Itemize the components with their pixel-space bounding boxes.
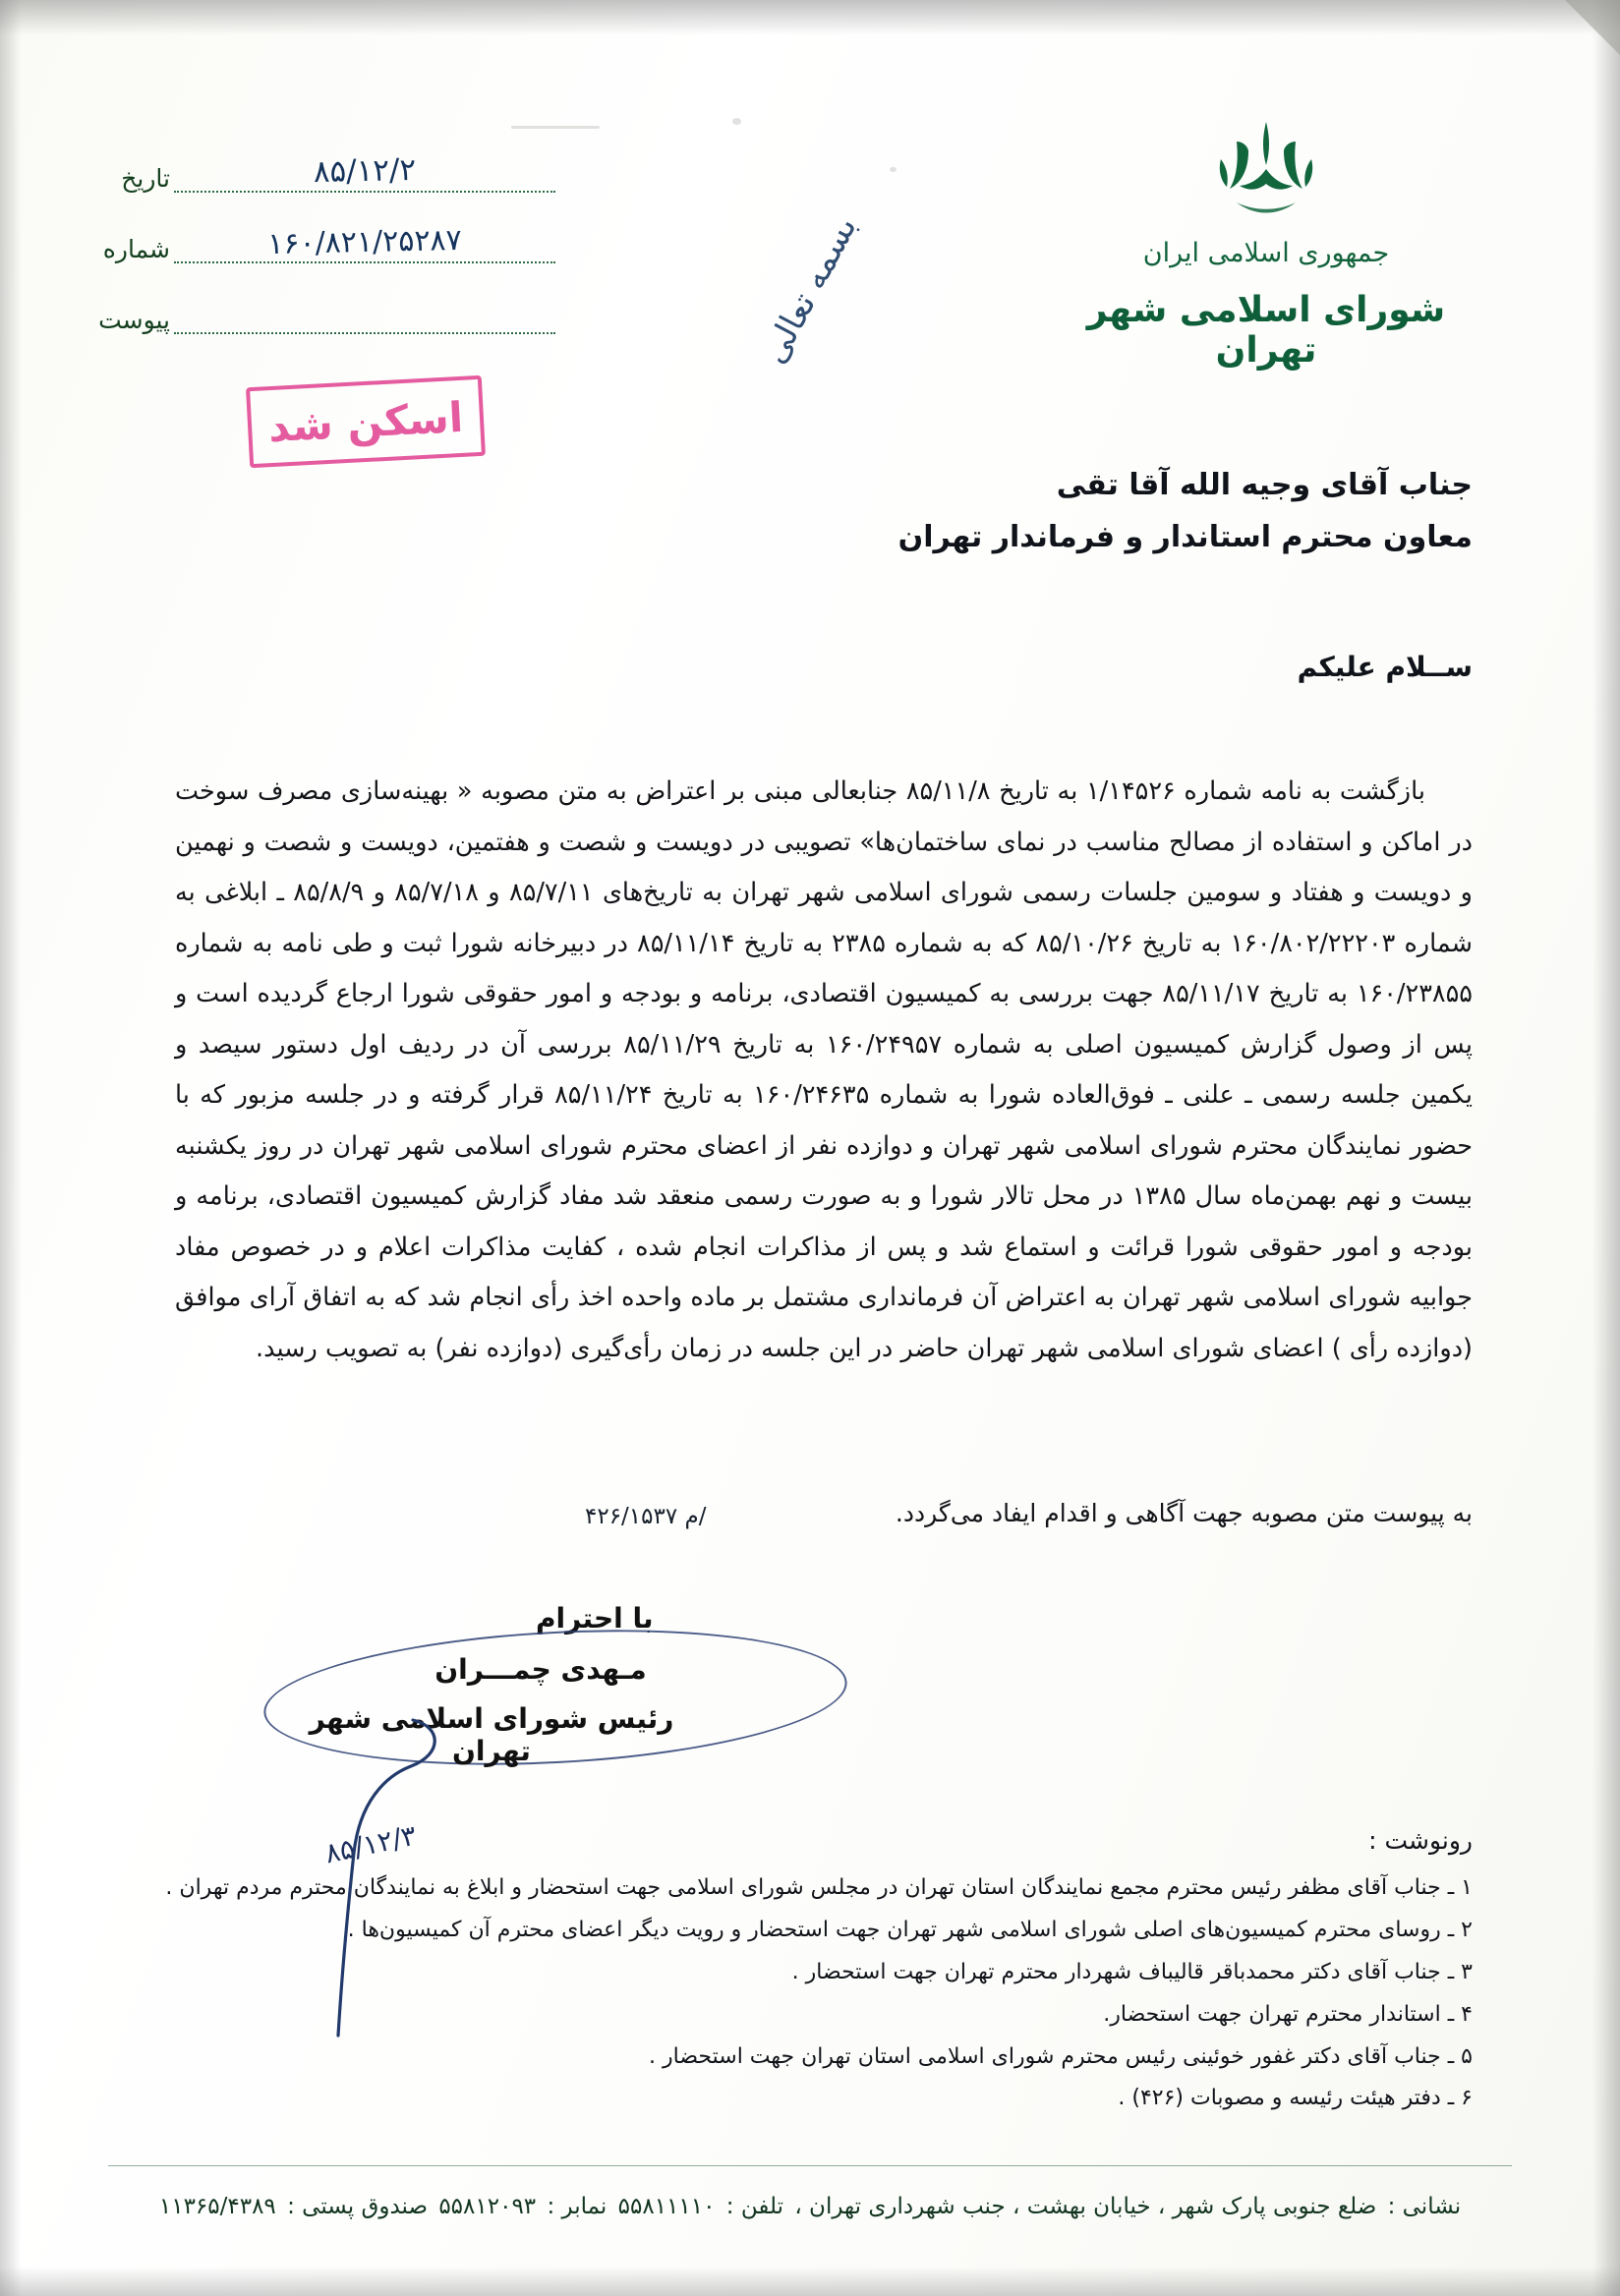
scan-edge-shadow-top	[0, 0, 1620, 35]
basmala-handwriting: بسمه تعالی	[754, 209, 865, 371]
list-item: ۶ ـ دفتر هیئت رئیسه و مصوبات (۴۲۶) .	[1118, 2086, 1473, 2111]
footer-postbox-label: صندوق پستی :	[287, 2194, 429, 2219]
closing-line: به پیوست متن مصوبه جهت آگاهی و اقدام ایفاد می‌گردد.	[895, 1499, 1473, 1527]
attachment-label: پیوست	[98, 306, 170, 334]
letterhead	[1060, 116, 1473, 371]
addressee-block	[725, 460, 1473, 563]
list-item: ۱ ـ جناب آقای مظفر رئیس محترم مجمع نمایندگان استان تهران در مجلس شورای اسلامی جهت استحضار و ابلاغ به نمایندگان محترم مردم تهران .	[165, 1875, 1473, 1900]
scanned-stamp: اسکن شد	[246, 375, 486, 468]
list-item: ۵ ـ جناب آقای دکتر غفور خوئینی رئیس محترم شورای اسلامی استان تهران جهت استحضار .	[649, 2043, 1473, 2069]
signer-title: رئیس شورای اسلامی شهر تهران	[309, 1702, 674, 1767]
attachment-value	[184, 326, 546, 334]
scan-edge-shadow-left	[0, 0, 22, 2296]
footer-phone: ۵۵۸۱۱۱۱۰	[617, 2194, 716, 2219]
letter-meta-block	[93, 147, 555, 360]
meta-row-attachment	[93, 289, 555, 334]
list-item: ۴ ـ استاندار محترم تهران جهت استحضار.	[1103, 2001, 1473, 2027]
number-dotted-line	[174, 222, 555, 263]
scan-speck	[890, 167, 897, 172]
scan-speck	[732, 118, 741, 125]
number-value: ۱۶۰/۸۲۱/۲۵۲۸۷	[266, 222, 463, 262]
list-item: ۲ ـ روسای محترم کمیسیون‌های اصلی شورای اسلامی شهر تهران جهت استحضار و رویت دیگر اعضای محترم آن کمیسیون‌ها .	[347, 1917, 1473, 1942]
scan-edge-shadow-right	[1592, 0, 1620, 2296]
date-label: تاریخ	[121, 164, 170, 193]
scan-speck	[511, 126, 600, 129]
closing-reference-code: /م ۴۲۶/۱۵۳۷	[585, 1504, 707, 1529]
salutation: ســلام علیکم	[1297, 651, 1473, 683]
footer-phone-label: تلفن :	[725, 2194, 783, 2219]
meta-row-number	[93, 218, 555, 263]
page-corner-fold	[1565, 0, 1620, 55]
footer-fax-label: نمابر :	[547, 2194, 608, 2219]
footer-divider	[108, 2165, 1512, 2166]
attachment-dotted-line	[174, 303, 555, 334]
iran-emblem-icon	[1207, 116, 1325, 224]
footer-contact	[108, 2194, 1512, 2219]
date-value: ۸۵/۱۲/۲	[313, 151, 417, 191]
addressee-line-2: معاون محترم استاندار و فرماندار تهران	[897, 519, 1473, 554]
body-paragraph-1: بازگشت به نامه شماره ۱/۱۴۵۲۶ به تاریخ ۸۵/۱۱/۸ جنابعالی مبنی بر اعتراض به متن مصوبه « بهینه‌سازی مصرف سوخت در اماکن و استفاده از مصالح مناسب در نمای ساختمان‌ها» تصویبی در دویست و شصت و هفتمین، دویست و شصت و نهمین و دویست و هفتاد و سومین جلسات رسمی شورای اسلامی شهر تهران به تاریخ‌های ۸۵/۷/۱۱ و ۸۵/۷/۱۸ و ۸۵/۸/۹ ـ ابلاغی به شماره ۱۶۰/۸۰۲/۲۲۲۰۳ به تاریخ ۸۵/۱۰/۲۶ که به شماره ۲۳۸۵ به تاریخ ۸۵/۱۱/۱۴ در دبیرخانه شورا ثبت و طی نامه به شماره ۱۶۰/۲۳۸۵۵ به تاریخ ۸۵/۱۱/۱۷ جهت بررسی به کمیسیون اقتصادی، برنامه و بودجه و امور حقوقی شورا ارجاع گردیده است و پس از وصول گزارش کمیسیون اصلی به شماره ۱۶۰/۲۴۹۵۷ به تاریخ ۸۵/۱۱/۲۹ بررسی آن در ردیف اول دستور سیصد و یکمین جلسه رسمی ـ علنی ـ فوق‌العاده شورا به شماره ۱۶۰/۲۴۶۳۵ به تاریخ ۸۵/۱۱/۲۴ قرار گرفته و در جلسه مزبور که با حضور نمایندگان محترم شورای اسلامی شهر تهران و دوازده نفر از اعضای محترم شورای اسلامی شهر تهران در روز یکشنبه بیست و نهم بهمن‌ماه سال ۱۳۸۵ در محل تالار شورا و به صورت رسمی منعقد شد مفاد گزارش کمیسیون اقتصادی، برنامه و بودجه و امور حقوقی شورا قرائت و استماع شد و پس از مذاکرات انجام شده ، کفایت مذاکرات اعلام و در خصوص مفاد جوابیه شورای اسلامی شهر تهران به اعتراض آن فرمانداری مشتمل بر ماده واحده اخذ رأی انجام شد که به اتفاق آرای موافق (دوازده رأی ) اعضای شورای اسلامی شهر تهران حاضر در این جلسه در زمان رأی‌گیری (دوازده نفر) به تصویب رسید.	[175, 776, 1474, 1363]
meta-row-date	[93, 147, 555, 193]
footer-fax: ۵۵۸۱۲۰۹۳	[438, 2194, 537, 2219]
copies-list	[165, 1867, 1473, 2120]
letterhead-line-2: شورای اسلامی شهر تهران	[1086, 290, 1446, 371]
addressee-line-1: جناب آقای وجیه الله آقا تقی	[1056, 468, 1473, 502]
scan-edge-shadow-bottom	[0, 2267, 1620, 2296]
footer-postbox: ۱۱۳۶۵/۴۳۸۹	[158, 2194, 276, 2219]
date-dotted-line	[174, 151, 555, 193]
footer-address-label: نشانی :	[1387, 2194, 1462, 2219]
footer-address: ضلع جنوبی پارک شهر ، خیابان بهشت ، جنب شهرداری تهران ،	[794, 2194, 1377, 2219]
letter-body	[175, 767, 1473, 1384]
copies-title: رونوشت :	[1368, 1826, 1473, 1855]
handwritten-date: ۸۵/۱۲/۳	[321, 1818, 420, 1870]
signer-name: مـهدی چمـــران	[434, 1653, 647, 1686]
regards-label: با احترام	[536, 1602, 654, 1635]
letterhead-line-1: جمهوری اسلامی ایران	[1142, 238, 1390, 268]
number-label: شماره	[102, 235, 170, 263]
list-item: ۳ ـ جناب آقای دکتر محمدباقر قالیباف شهردار محترم تهران جهت استحضار .	[791, 1959, 1473, 1984]
